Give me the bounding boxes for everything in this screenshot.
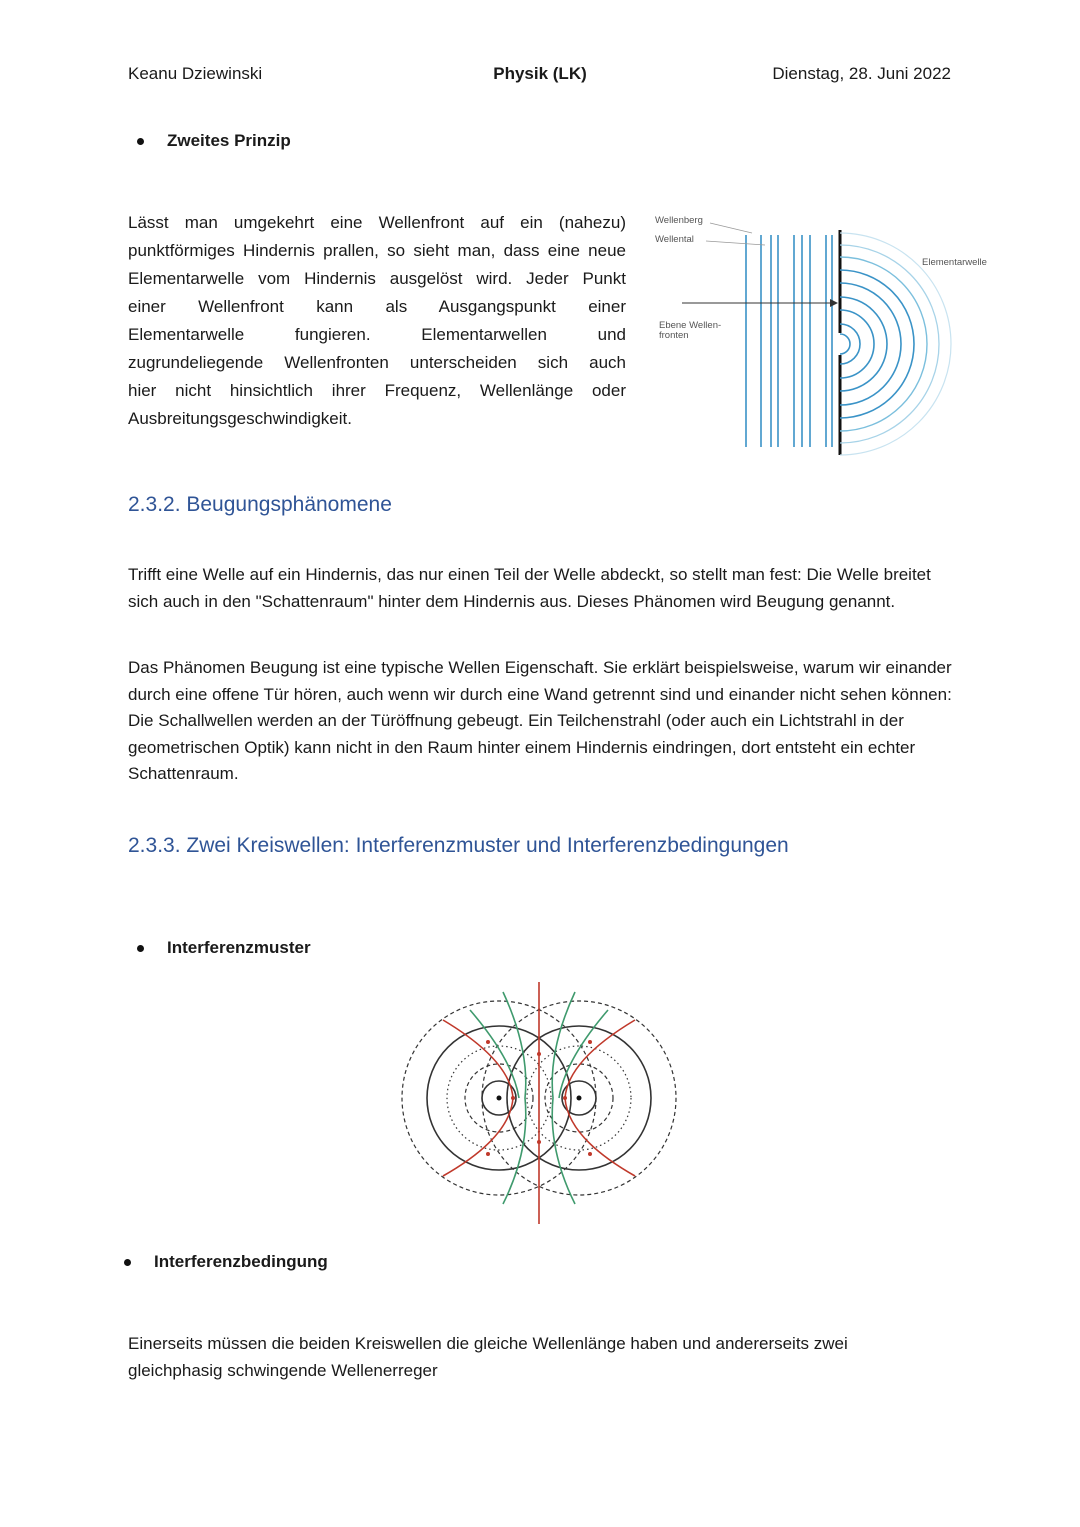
- principle-line: zugrundeliegende Wellenfronten unterscheiden sich auch: [128, 353, 626, 372]
- right-source-point: [577, 1096, 582, 1101]
- header-date: Dienstag, 28. Juni 2022: [772, 64, 951, 83]
- label-trough: Wellental: [655, 234, 694, 245]
- principle-line: einer Wellenfront kann als Ausgangspunkt einer: [128, 297, 626, 316]
- bullet-interference-pattern: [167, 938, 311, 958]
- label-plane-wavefronts: [659, 321, 721, 341]
- bullet-dot: [124, 1259, 131, 1266]
- left-source-point: [497, 1096, 502, 1101]
- principle-line: Lässt man umgekehrt eine Wellenfront auf ein (nahezu): [128, 213, 626, 232]
- principle-paragraph: [128, 209, 626, 433]
- bullet-second-principle: [167, 131, 291, 151]
- bullet-label: Interferenzmuster: [167, 938, 311, 957]
- arrow-head-icon: [830, 299, 838, 307]
- interference-diagram: [395, 980, 690, 1230]
- label-plane-line: fronten: [659, 330, 689, 341]
- bullet-label: Interferenzbedingung: [154, 1252, 328, 1271]
- label-elementary-wave: Elementarwelle: [922, 257, 987, 268]
- plane-wavefronts: [746, 235, 832, 447]
- header-subject: Physik (LK): [493, 64, 587, 83]
- principle-line: hier nicht hinsichtlich ihrer Frequenz, Wellenlänge oder: [128, 381, 626, 400]
- leader-line: [710, 223, 752, 233]
- wave-diagram: [650, 205, 1010, 465]
- principle-line: Elementarwelle vom Hindernis ausgelöst wird. Jeder Punkt: [128, 269, 626, 288]
- label-plane-line: Ebene Wellen-: [659, 320, 722, 331]
- bullet-label: Zweites Prinzip: [167, 131, 291, 150]
- principle-line: punktförmiges Hindernis prallen, so sieht man, dass eine neue: [128, 241, 626, 260]
- constructive-lines: [443, 982, 635, 1224]
- heading-interference: 2.3.3. Zwei Kreiswellen: Interferenzmuster und Interferenzbedingungen: [128, 834, 789, 857]
- bullet-dot: [137, 945, 144, 952]
- principle-line: Ausbreitungsgeschwindigkeit.: [128, 409, 352, 428]
- bullet-dot: [137, 138, 144, 145]
- principle-line: Elementarwelle fungieren. Elementarwellen und: [128, 325, 626, 344]
- diffraction-paragraph-2: Das Phänomen Beugung ist eine typische Wellen Eigenschaft. Sie erklärt beispielsweise, warum wir einander durch eine offene Tür hören, auch wenn wir durch eine Wand getrennt sind und einander nicht sehen können: Die Schallwellen werden an der Türöffnung gebeugt. Ein Teilchenstrahl (oder auch ein Lichtstrahl in der geometrischen Optik) kann nicht in den Raum hinter einem Hindernis eindringen, dort entsteht ein echter Schattenraum.: [128, 658, 952, 783]
- heading-diffraction: 2.3.2. Beugungsphänomene: [128, 493, 392, 516]
- interference-diagram-svg: [395, 980, 690, 1230]
- condition-paragraph: Einerseits müssen die beiden Kreiswellen die gleiche Wellenlänge haben und andererseits zwei gleichphasig schwingende Wellenerreger: [128, 1334, 848, 1380]
- header-author: Keanu Dziewinski: [128, 64, 263, 83]
- bullet-interference-condition: [154, 1252, 328, 1272]
- leader-line: [706, 241, 765, 245]
- diffraction-paragraph-1: Trifft eine Welle auf ein Hindernis, das nur einen Teil der Welle abdeckt, so stellt man fest: Die Welle breitet sich auch in den "Schattenraum" hinter dem Hindernis aus. Dieses Phänomen wird Beugung genannt.: [128, 565, 931, 611]
- label-crest: Wellenberg: [655, 215, 703, 226]
